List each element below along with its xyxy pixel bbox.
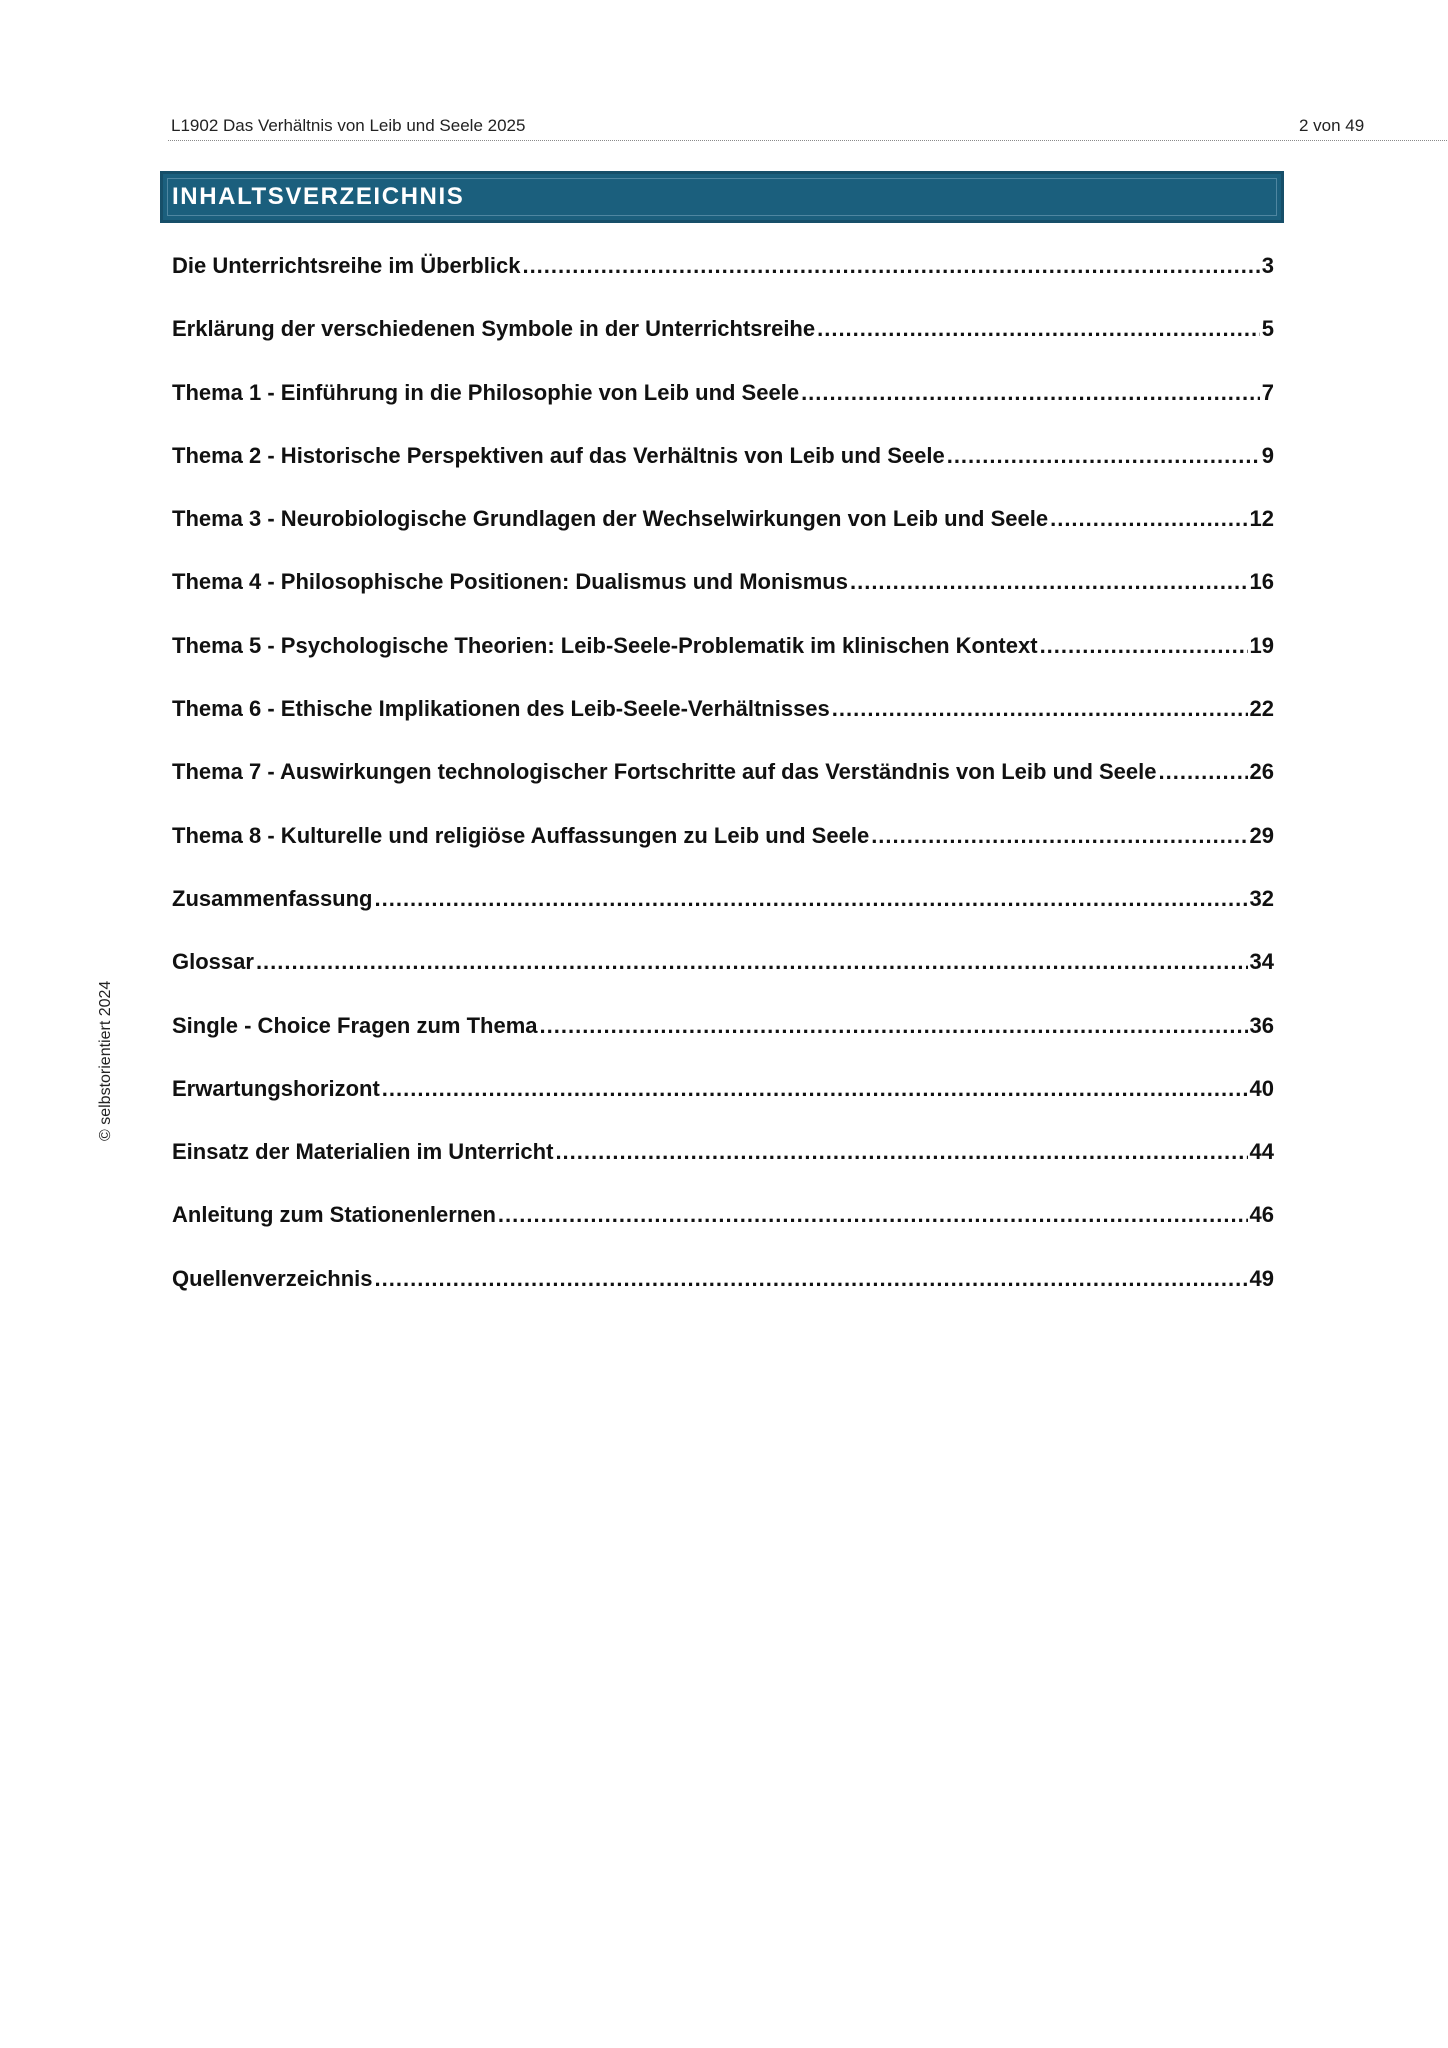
toc-entry-title: Thema 4 - Philosophische Positionen: Dualismus und Monismus xyxy=(172,569,848,595)
toc-entry-title: Erwartungshorizont xyxy=(172,1075,380,1101)
dot-leader xyxy=(256,949,1248,975)
toc-entry-title: Thema 1 - Einführung in die Philosophie von Leib und Seele xyxy=(172,379,800,405)
toc-entry-title: Erklärung der verschiedenen Symbole in der Unterrichtsreihe xyxy=(172,316,816,342)
toc-entry[interactable] xyxy=(172,1139,1274,1202)
copyright-note: © selbstorientiert 2024 xyxy=(97,980,114,1141)
dot-leader xyxy=(540,1013,1248,1039)
toc-entry-title: Thema 3 - Neurobiologische Grundlagen der Wechselwirkungen von Leib und Seele xyxy=(172,506,1049,532)
toc-entry[interactable] xyxy=(172,823,1274,886)
dot-leader xyxy=(850,569,1248,595)
toc-entry-page: 34 xyxy=(1249,949,1274,975)
toc-list xyxy=(172,253,1274,1329)
toc-heading-banner xyxy=(160,171,1284,223)
toc-entry-page: 40 xyxy=(1249,1075,1274,1101)
dot-leader xyxy=(375,886,1248,912)
dot-leader xyxy=(1050,506,1247,532)
toc-entry-page: 3 xyxy=(1261,253,1274,278)
toc-entry-page: 46 xyxy=(1249,1202,1274,1228)
toc-entry-page: 32 xyxy=(1249,885,1274,911)
dot-leader xyxy=(555,1139,1247,1165)
toc-entry[interactable] xyxy=(172,949,1274,1012)
toc-entry[interactable] xyxy=(172,1076,1274,1139)
toc-entry-title: Thema 8 - Kulturelle und religiöse Auffassungen zu Leib und Seele xyxy=(172,822,870,848)
toc-entry[interactable] xyxy=(172,1013,1274,1076)
toc-entry-page: 16 xyxy=(1249,569,1274,595)
toc-entry[interactable] xyxy=(172,759,1274,822)
toc-entry-page: 26 xyxy=(1249,759,1274,785)
dot-leader xyxy=(1159,759,1248,785)
dot-leader xyxy=(947,443,1260,469)
dot-leader xyxy=(871,823,1247,849)
page-counter: 2 von 49 xyxy=(1299,116,1365,135)
dot-leader xyxy=(498,1202,1248,1228)
toc-entry-page: 44 xyxy=(1249,1139,1274,1165)
dot-leader xyxy=(817,316,1260,342)
toc-entry-page: 29 xyxy=(1249,822,1274,848)
toc-entry-title: Quellenverzeichnis xyxy=(172,1265,373,1291)
toc-entry-title: Glossar xyxy=(172,949,254,975)
toc-entry-page: 5 xyxy=(1261,316,1274,342)
toc-entry-title: Zusammenfassung xyxy=(172,885,373,911)
toc-entry[interactable] xyxy=(172,1266,1274,1329)
toc-entry[interactable] xyxy=(172,506,1274,569)
toc-entry[interactable] xyxy=(172,696,1274,759)
toc-heading: INHALTSVERZEICHNIS xyxy=(172,183,465,210)
toc-entry-page: 7 xyxy=(1261,379,1274,405)
dot-leader xyxy=(382,1076,1248,1102)
toc-entry-title: Thema 2 - Historische Perspektiven auf das Verhältnis von Leib und Seele xyxy=(172,442,945,468)
toc-entry-title: Einsatz der Materialien im Unterricht xyxy=(172,1139,554,1165)
toc-entry[interactable] xyxy=(172,316,1274,379)
toc-entry[interactable] xyxy=(172,443,1274,506)
toc-entry-page: 12 xyxy=(1249,506,1274,532)
toc-entry-title: Anleitung zum Stationenlernen xyxy=(172,1202,496,1228)
toc-entry[interactable] xyxy=(172,886,1274,949)
toc-entry-page: 9 xyxy=(1261,442,1274,468)
document-title: L1902 Das Verhältnis von Leib und Seele 2025 xyxy=(171,116,526,135)
toc-entry[interactable] xyxy=(172,253,1274,316)
toc-entry[interactable] xyxy=(172,1202,1274,1265)
toc-entry-title: Thema 7 - Auswirkungen technologischer Fortschritte auf das Verständnis von Leib und Seele xyxy=(172,759,1157,785)
dot-leader xyxy=(1040,633,1248,659)
toc-entry[interactable] xyxy=(172,380,1274,443)
dot-leader xyxy=(832,696,1248,722)
toc-entry-page: 49 xyxy=(1249,1265,1274,1291)
dot-leader xyxy=(801,380,1260,406)
dot-leader xyxy=(522,253,1259,279)
dot-leader xyxy=(375,1266,1248,1292)
toc-entry[interactable] xyxy=(172,569,1274,632)
toc-entry-title: Die Unterrichtsreihe im Überblick xyxy=(172,253,521,278)
toc-entry-title: Single - Choice Fragen zum Thema xyxy=(172,1012,538,1038)
running-header xyxy=(168,112,1448,141)
toc-entry-title: Thema 5 - Psychologische Theorien: Leib-Seele-Problematik im klinischen Kontext xyxy=(172,632,1038,658)
toc-entry-title: Thema 6 - Ethische Implikationen des Leib-Seele-Verhältnisses xyxy=(172,696,830,722)
toc-entry-page: 36 xyxy=(1249,1012,1274,1038)
toc-entry-page: 22 xyxy=(1249,696,1274,722)
toc-entry-page: 19 xyxy=(1249,632,1274,658)
toc-entry[interactable] xyxy=(172,633,1274,696)
